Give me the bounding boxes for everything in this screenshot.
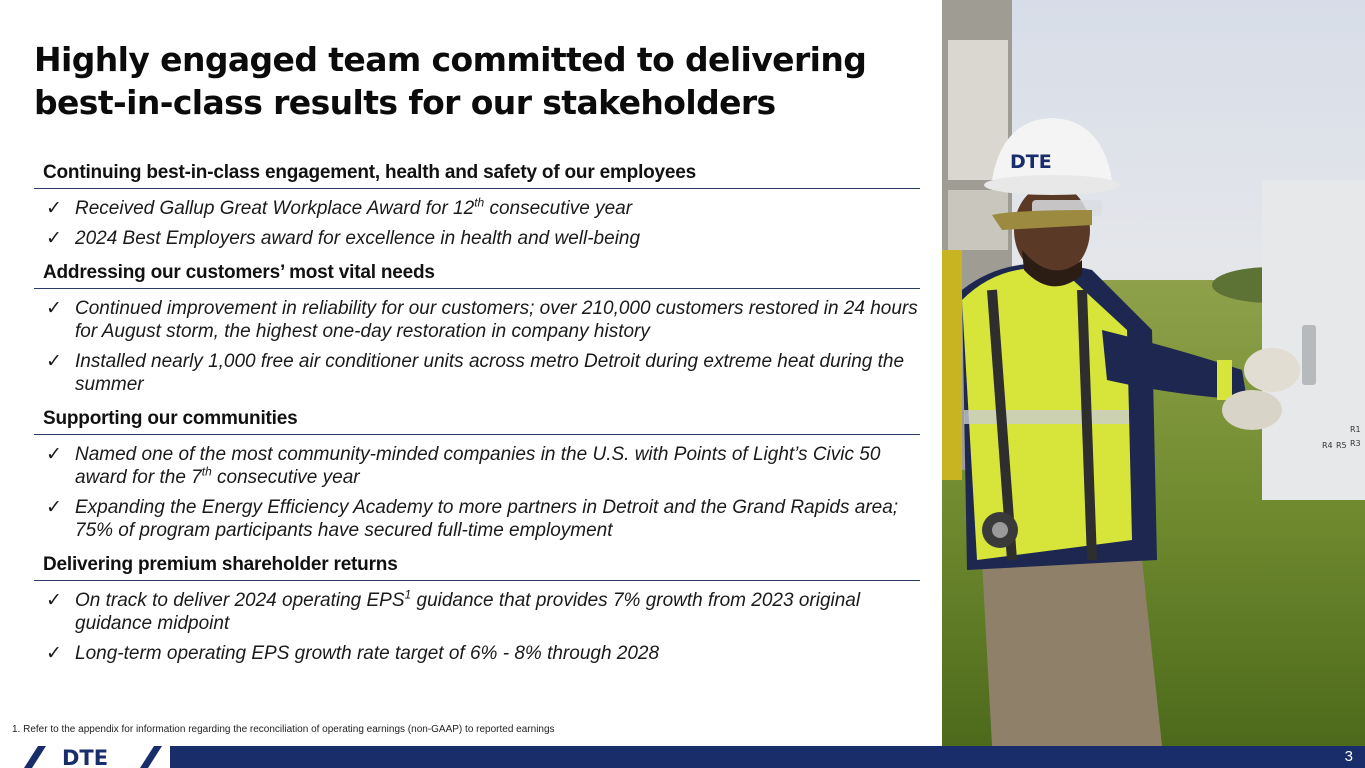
section-header: Addressing our customers’ most vital needs [34,260,920,289]
worker-photo [942,0,1365,746]
check-icon: ✓ [46,228,62,249]
list-item [34,350,920,396]
panel-label-r1: R1 [1350,425,1361,434]
footer-bar [0,746,1365,768]
list-item-text: Received Gallup Great Workplace Award for 12 [75,198,475,219]
panel-label-r5: R5 [1336,441,1347,450]
check-icon: ✓ [46,643,62,664]
section-items [34,581,920,675]
check-icon: ✓ [46,444,62,465]
panel-label-r4: R4 [1322,441,1333,450]
check-icon: ✓ [46,590,62,611]
footnote: 1. Refer to the appendix for information regarding the reconciliation of operating earnings (non-GAAP) to reported earnings [12,724,555,735]
section [34,260,920,406]
worker-photo-illustration [942,0,1365,746]
section-header: Supporting our communities [34,406,920,435]
check-icon: ✓ [46,351,62,372]
list-item-text: Named one of the most community-minded companies in the U.S. with Points of Light’s Civic 50 award for the 7 [75,444,881,488]
section-header: Continuing best-in-class engagement, health and safety of our employees [34,160,920,189]
list-item-text: Installed nearly 1,000 free air conditioner units across metro Detroit during extreme heat during the summer [75,351,905,395]
dte-logo-text: DTE [62,746,109,768]
list-item [34,589,920,635]
hard-hat-logo-text: DTE [1010,151,1052,173]
page-number: 3 [1344,748,1353,765]
dte-logo [0,746,170,768]
list-item-superscript: 1 [404,587,412,602]
section [34,406,920,552]
list-item-superscript: th [201,464,212,479]
section-items [34,289,920,406]
list-item [34,496,920,542]
list-item-text: Continued improvement in reliability for our customers; over 210,000 customers restored in 24 hours for August storm, the highest one-day restoration in company history [75,298,918,342]
content-list [34,160,920,675]
list-item-text-continued: consecutive year [484,198,633,219]
list-item-text: On track to deliver 2024 operating EPS [75,590,405,611]
check-icon: ✓ [46,497,62,518]
list-item-text-continued: consecutive year [211,467,360,488]
panel-label-r3: R3 [1350,439,1361,448]
slide-title: Highly engaged team committed to delivering best-in-class results for our stakeholders [34,40,867,122]
list-item-text: 2024 Best Employers award for excellence in health and well-being [75,228,641,249]
list-item [34,197,920,220]
list-item-superscript: th [474,195,485,210]
list-item [34,443,920,489]
section-items [34,189,920,260]
check-icon: ✓ [46,198,62,219]
list-item [34,642,920,665]
section-items [34,435,920,552]
section-header: Delivering premium shareholder returns [34,552,920,581]
section [34,160,920,260]
list-item [34,227,920,250]
list-item [34,297,920,343]
list-item-text-continued: guidance that provides 7% growth from 2023 original guidance midpoint [75,590,861,634]
section [34,552,920,675]
list-item-text: Long-term operating EPS growth rate target of 6% - 8% through 2028 [75,643,660,664]
check-icon: ✓ [46,298,62,319]
list-item-text: Expanding the Energy Efficiency Academy to more partners in Detroit and the Grand Rapids area; 75% of program participants have secured full-time employment [75,497,899,541]
